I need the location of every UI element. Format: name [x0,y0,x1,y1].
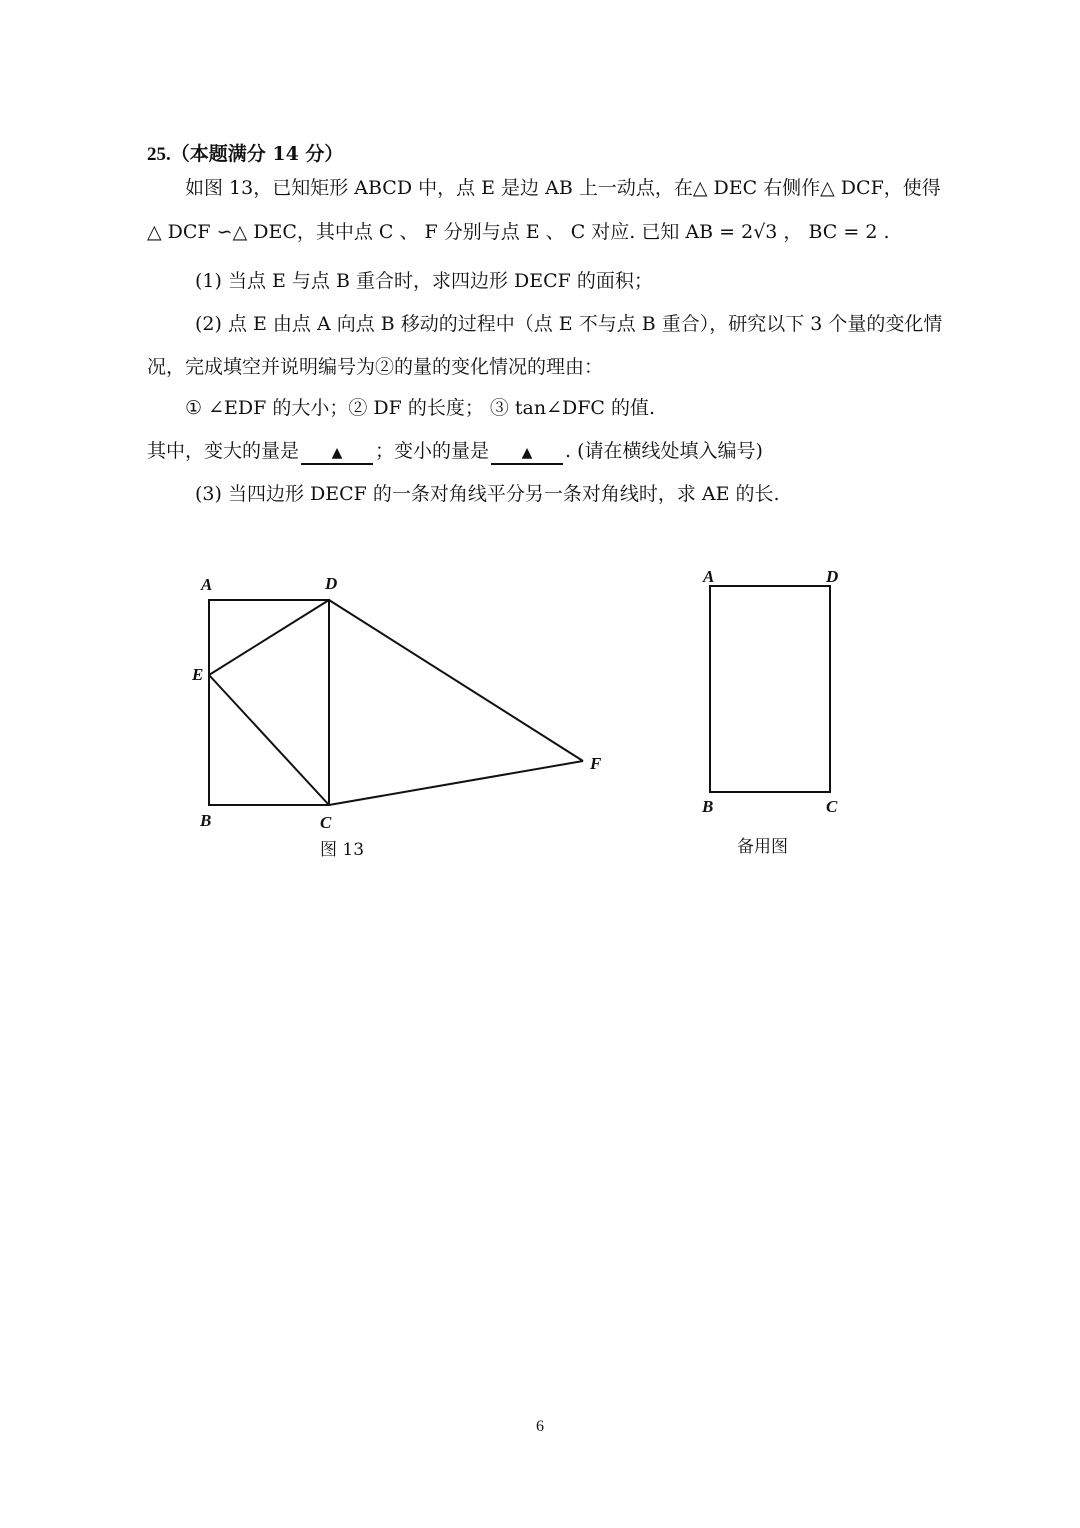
rectangle-abcd [209,600,329,805]
blank-decrease: ▲ [491,443,563,465]
stem-line-2: △ DCF ∽△ DEC，其中点 C 、 F 分别与点 E 、 C 对应. 已知 AB = 2√3 ， BC = 2 . [147,221,890,243]
page-number: 6 [536,1418,544,1435]
label-d: D [325,574,338,593]
stem-line-1: 如图 13，已知矩形 ABCD 中，点 E 是边 AB 上一动点，在△ DEC 右侧作△ DCF，使得 [185,177,941,199]
figure-13-caption: 图 13 [320,840,365,860]
backup-label-b: B [702,797,714,816]
backup-figure-caption: 备用图 [737,837,788,857]
label-a: A [201,575,213,594]
segment-ec [209,675,329,805]
subquestion-3: (3) 当四边形 DECF 的一条对角线平分另一条对角线时，求 AE 的长. [195,483,780,505]
backup-label-d: D [826,567,839,586]
quantity-items: ① ∠EDF 的大小；② DF 的长度； ③ tan∠DFC 的值. [185,397,656,419]
figure-backup [710,586,830,792]
backup-label-a: A [703,567,715,586]
segment-df [329,600,583,761]
figure-13 [209,600,583,805]
backup-label-c: C [826,797,838,816]
label-e: E [192,665,204,684]
label-b: B [200,811,212,830]
label-f: F [590,754,602,773]
blank-increase: ▲ [301,443,373,465]
label-c: C [320,813,332,832]
subquestion-2-line-2: 况，完成填空并说明编号为②的量的变化情况的理由： [147,356,604,378]
question-number: 25. [147,144,171,165]
segment-cf [329,761,583,805]
question-score: （本题满分 14 分） [170,143,344,165]
fill-text-increase: 其中，变大的量是 [147,440,300,462]
subquestion-1: (1) 当点 E 与点 B 重合时，求四边形 DECF 的面积； [195,270,653,292]
segment-ed [209,600,329,675]
fill-text-decrease: ；变小的量是 [375,440,490,462]
subquestion-2-line-1: (2) 点 E 由点 A 向点 B 移动的过程中（点 E 不与点 B 重合），研究以下 3 个量的变化情 [195,313,943,335]
fill-text-instruction: . (请在横线处填入编号) [565,440,763,462]
backup-rectangle-abcd [710,586,830,792]
